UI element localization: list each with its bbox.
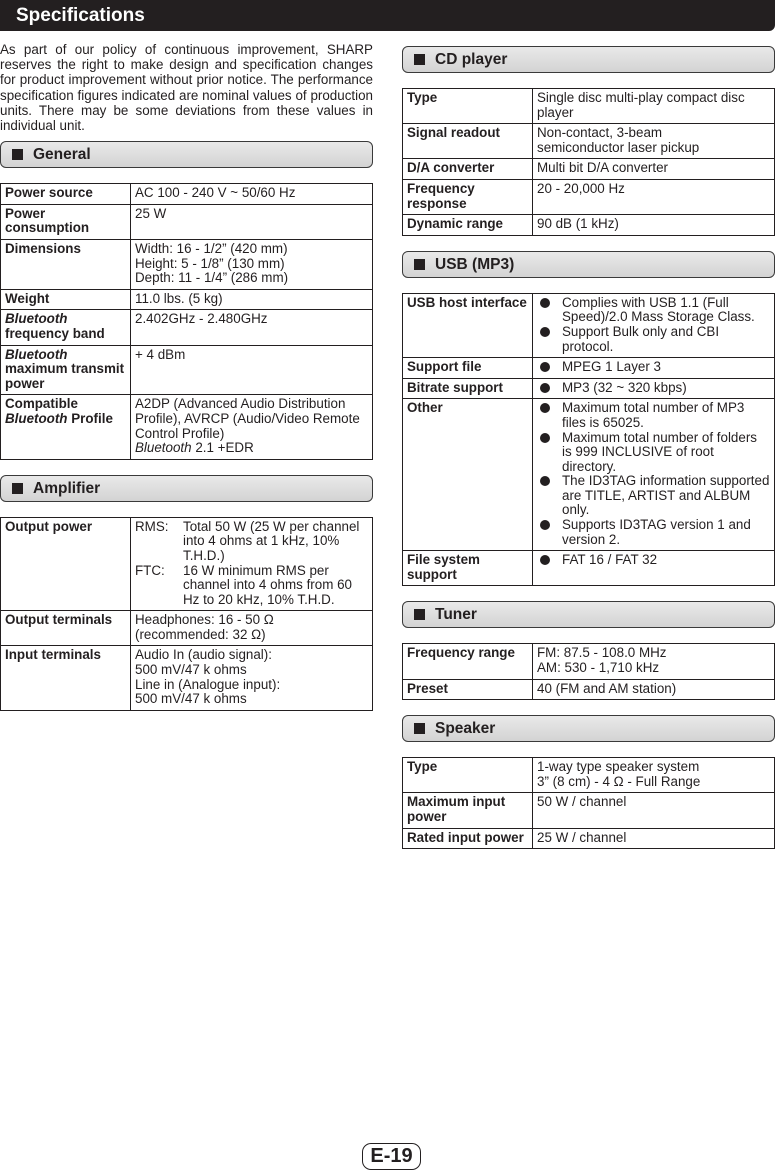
list-item: MP3 (32 ~ 320 kbps)	[537, 381, 770, 396]
cd-player-spec-table	[402, 88, 775, 236]
table-row: Dimensions Width: 16 - 1/2” (420 mm) Height: 5 - 1/8” (130 mm) Depth: 11 - 1/4” (286 mm)	[1, 240, 373, 290]
table-row: Maximum input power 50 W / channel	[403, 793, 775, 828]
section-heading-usb: USB (MP3)	[402, 251, 775, 278]
table-row: Type Single disc multi-play compact disc player	[403, 89, 775, 124]
page-title: Specifications	[0, 0, 775, 31]
list-item: MPEG 1 Layer 3	[537, 360, 770, 375]
table-row: Power consumption 25 W	[1, 204, 373, 239]
list-item: Maximum total number of folders is 999 INCLUSIVE of root directory.	[537, 431, 770, 475]
table-row: Frequency range FM: 87.5 - 108.0 MHz AM: 530 - 1,710 kHz	[403, 644, 775, 679]
table-row: Input terminals Audio In (audio signal): 500 mV/47 k ohms Line in (Analogue input): 500 mV/47 k ohms	[1, 646, 373, 710]
table-row: File system support FAT 16 / FAT 32	[403, 551, 775, 586]
table-row: Bitrate support MP3 (32 ~ 320 kbps)	[403, 378, 775, 399]
intro-paragraph: As part of our policy of continuous improvement, SHARP reserves the right to make design and specification changes for product improvement without prior notice. The performance specification figures indicated are nominal values of production units. There may be some deviations from these values in individual unit.	[0, 42, 373, 134]
square-bullet-icon	[414, 259, 425, 270]
table-row: Bluetooth frequency band 2.402GHz - 2.480GHz	[1, 310, 373, 345]
table-row: Type 1-way type speaker system 3” (8 cm) - 4 Ω - Full Range	[403, 758, 775, 793]
table-row: Frequency response 20 - 20,000 Hz	[403, 179, 775, 214]
table-row: Rated input power 25 W / channel	[403, 828, 775, 849]
square-bullet-icon	[12, 149, 23, 160]
square-bullet-icon	[414, 609, 425, 620]
table-row: Output terminals Headphones: 16 - 50 Ω (recommended: 32 Ω)	[1, 611, 373, 646]
table-row: USB host interface Complies with USB 1.1 (Full Speed)/2.0 Mass Storage Class. Support Bulk only and CBI protocol.	[403, 293, 775, 357]
table-row: D/A converter Multi bit D/A converter	[403, 159, 775, 180]
list-item: Support Bulk only and CBI protocol.	[537, 325, 770, 354]
table-row: Dynamic range 90 dB (1 kHz)	[403, 215, 775, 236]
section-heading-amplifier: Amplifier	[0, 475, 373, 502]
table-row: Other Maximum total number of MP3 files is 65025. Maximum total number of folders is 999 INCLUSIVE of root directory. The ID3TAG information supported are TITLE, ARTIST and ALBUM only. Supports ID3TAG version 1 and version 2.	[403, 399, 775, 551]
square-bullet-icon	[414, 723, 425, 734]
section-heading-general: General	[0, 141, 373, 168]
speaker-spec-table	[402, 757, 775, 849]
general-spec-table	[0, 183, 373, 460]
table-row: Weight 11.0 lbs. (5 kg)	[1, 289, 373, 310]
list-item: The ID3TAG information supported are TITLE, ARTIST and ALBUM only.	[537, 474, 770, 518]
table-row: Bluetooth maximum transmit power + 4 dBm	[1, 345, 373, 395]
table-row: Power source AC 100 - 240 V ~ 50/60 Hz	[1, 184, 373, 205]
usb-spec-table	[402, 293, 775, 587]
amplifier-spec-table	[0, 517, 373, 711]
list-item: Complies with USB 1.1 (Full Speed)/2.0 Mass Storage Class.	[537, 296, 770, 325]
list-item: Supports ID3TAG version 1 and version 2.	[537, 518, 770, 547]
bullet-list	[537, 296, 770, 354]
section-heading-cd-player: CD player	[402, 46, 775, 73]
list-item: Maximum total number of MP3 files is 65025.	[537, 401, 770, 430]
table-row: Compatible Bluetooth Profile A2DP (Advanced Audio Distribution Profile), AVRCP (Audio/Video Remote Control Profile) Bluetooth 2.1 +EDR	[1, 395, 373, 459]
square-bullet-icon	[414, 54, 425, 65]
section-heading-tuner: Tuner	[402, 601, 775, 628]
list-item: FAT 16 / FAT 32	[537, 553, 770, 568]
table-row: Support file MPEG 1 Layer 3	[403, 358, 775, 379]
table-row: Output power RMS: Total 50 W (25 W per channel into 4 ohms at 1 kHz, 10% T.H.D.) FTC: 16 W minimum RMS per channel into 4 ohms from 60 Hz to 20 kHz, 10% T.H.D.	[1, 517, 373, 611]
table-row: Preset 40 (FM and AM station)	[403, 679, 775, 700]
table-row: Signal readout Non-contact, 3-beam semiconductor laser pickup	[403, 124, 775, 159]
right-column	[402, 46, 775, 864]
tuner-spec-table	[402, 643, 775, 700]
left-column	[0, 42, 373, 726]
bullet-list	[537, 401, 770, 547]
page-number: E-19	[362, 1143, 421, 1170]
square-bullet-icon	[12, 483, 23, 494]
section-heading-speaker: Speaker	[402, 715, 775, 742]
